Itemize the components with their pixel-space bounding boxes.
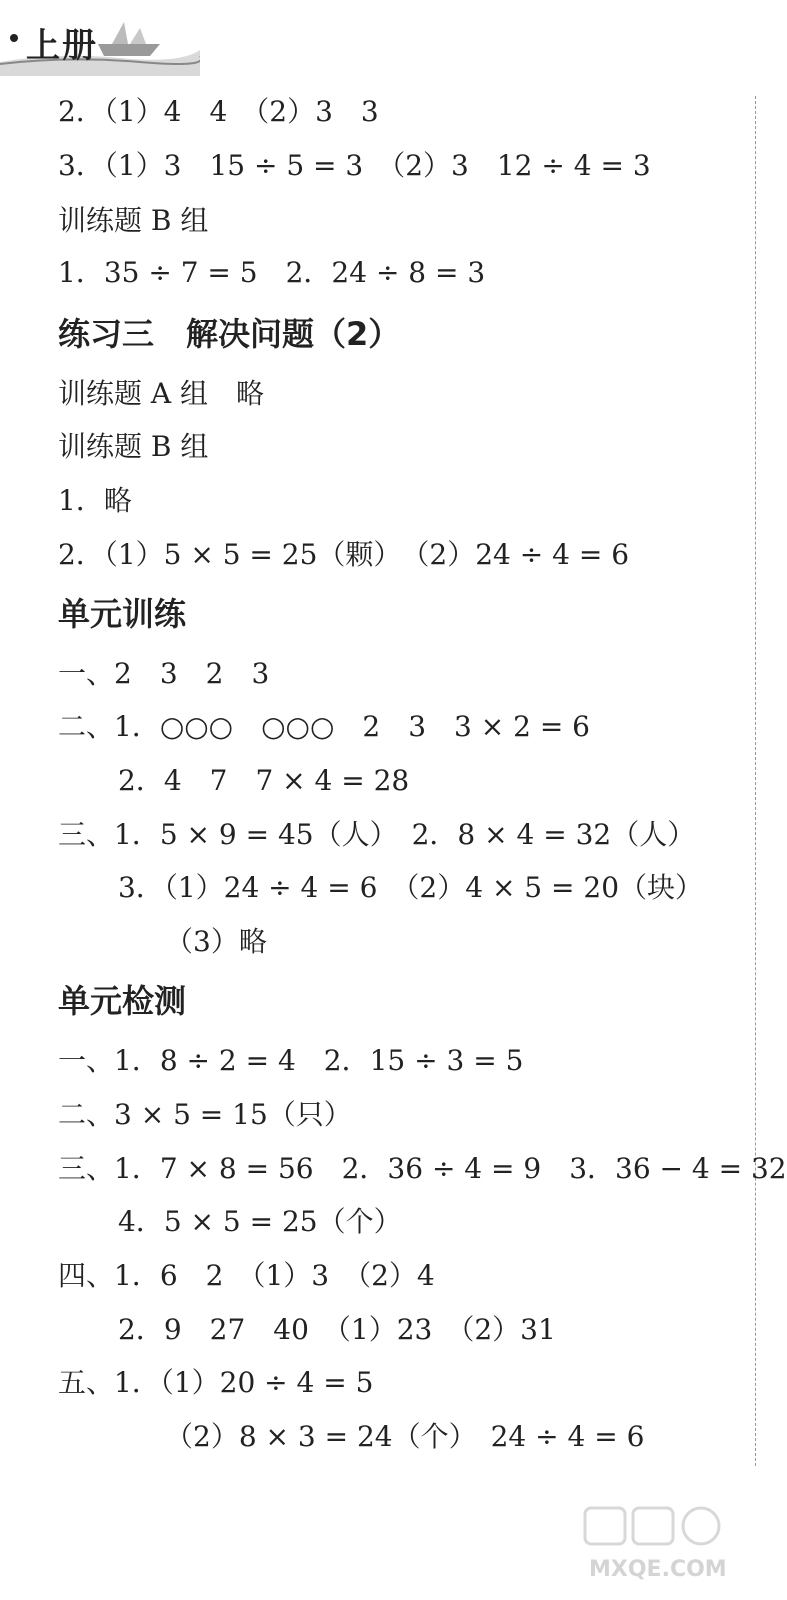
answer-line: 一、1．8 ÷ 2 = 4 2．15 ÷ 3 = 5 (58, 1044, 524, 1077)
answer-line: 2．（1）4 4 （2）3 3 (58, 95, 379, 128)
watermark-logo-icon (581, 1502, 771, 1582)
answer-line: 2．9 27 40 （1）23 （2）31 (118, 1313, 556, 1346)
answer-line: 3．（1）24 ÷ 4 = 6 （2）4 × 5 = 20（块） (118, 871, 704, 904)
answer-line: （3）略 (165, 925, 267, 958)
margin-dashed-rule (755, 96, 756, 1466)
answer-line: 三、1．7 × 8 = 56 2．36 ÷ 4 = 9 3．36 − 4 = 32 (58, 1152, 787, 1185)
answer-line: 4．5 × 5 = 25（个） (118, 1205, 402, 1238)
answer-line: 1．略 (58, 484, 132, 517)
section-heading: 单元检测 (58, 982, 187, 1020)
answer-line: 2．4 7 7 × 4 = 28 (118, 764, 410, 797)
answer-line: 1．35 ÷ 7 = 5 2．24 ÷ 8 = 3 (58, 256, 486, 289)
header-bullet (10, 34, 18, 42)
answer-line: 二、3 × 5 = 15（只） (58, 1098, 352, 1131)
answer-line: 四、1．6 2 （1）3 （2）4 (58, 1259, 435, 1292)
answer-line: 二、1．○○○ ○○○ 2 3 3 × 2 = 6 (58, 710, 591, 743)
answer-line: 五、1．（1）20 ÷ 4 = 5 (58, 1366, 374, 1399)
section-heading: 单元训练 (58, 595, 187, 633)
answer-line: 一、2 3 2 3 (58, 657, 270, 690)
answer-line: （2）8 × 3 = 24（个） 24 ÷ 4 = 6 (165, 1420, 645, 1453)
page-header (0, 0, 200, 76)
header-title: 上册 (26, 26, 98, 66)
answer-line: 三、1．5 × 9 = 45（人） 2．8 × 4 = 32（人） (58, 818, 696, 851)
answer-line: 训练题 B 组 (58, 204, 209, 237)
answer-line: 训练题 B 组 (58, 430, 209, 463)
answer-line: 3．（1）3 15 ÷ 5 = 3 （2）3 12 ÷ 4 = 3 (58, 149, 651, 182)
watermark-text: MXQE.COM (589, 1557, 727, 1582)
section-heading: 练习三 解决问题（2） (58, 315, 401, 353)
answer-line: 训练题 A 组 略 (58, 377, 265, 410)
answer-line: 2．（1）5 × 5 = 25（颗） （2）24 ÷ 4 = 6 (58, 538, 630, 571)
